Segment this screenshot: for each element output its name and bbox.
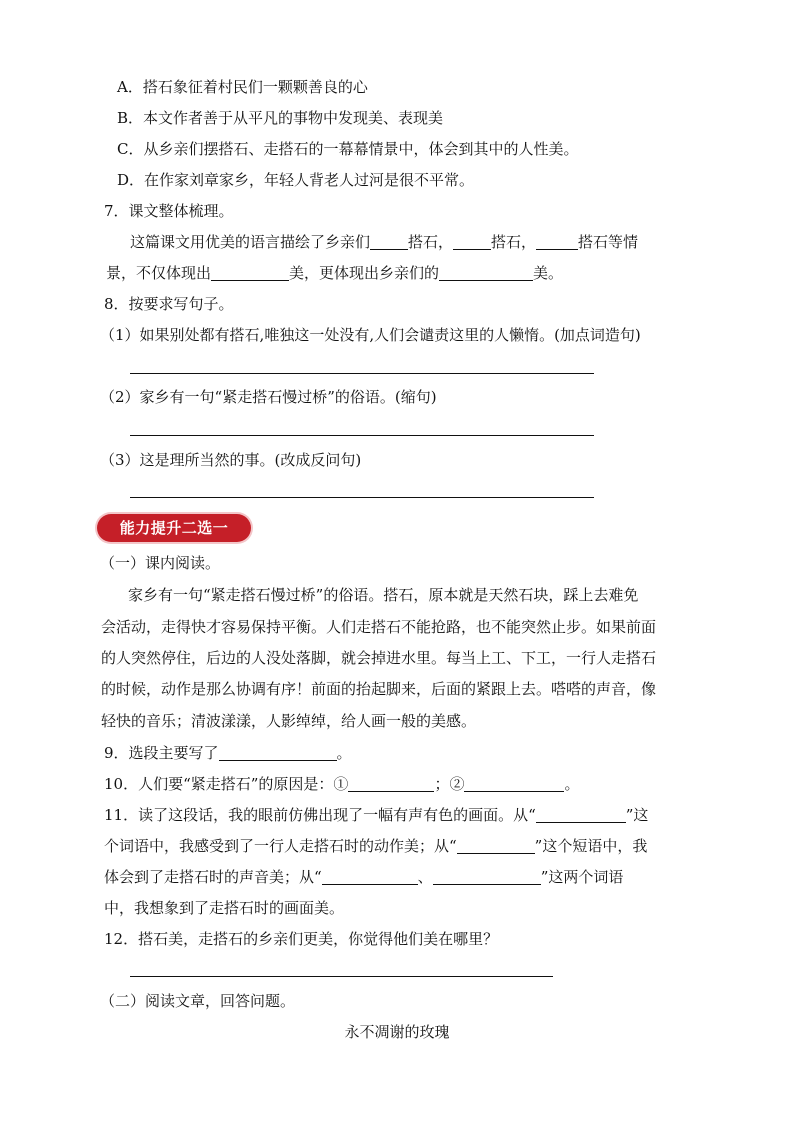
question-11-line-4: 中，我想象到了走搭石时的画面美。 [104, 899, 345, 917]
passage-line-3: 的人突然停住，后边的人没处落脚，就会掉进水里。每当上工、下工，一行人走搭石 [101, 649, 657, 667]
q10-text-c: 。 [564, 775, 580, 793]
question-11-line-3 [104, 867, 623, 887]
answer-line-8-2[interactable] [130, 435, 594, 436]
q11-blank-3[interactable] [322, 868, 418, 885]
q10-blank-2[interactable] [464, 775, 564, 792]
q7-blank-5[interactable] [439, 264, 533, 281]
q11-blank-4[interactable] [433, 868, 541, 885]
q11-text-e: 体会到了走搭石时的声音美；从“ [104, 868, 322, 886]
question-7-line-2 [106, 263, 563, 283]
article-title: 永不凋谢的玫瑰 [344, 1023, 450, 1041]
q11-text-d: ”这个短语中，我 [534, 837, 648, 855]
passage-line-4: 的时候，动作是那么协调有序！前面的抬起脚来，后面的紧跟上去。嗒嗒的声音，像 [101, 680, 657, 698]
q9-text-a: 9．选段主要写了 [104, 744, 219, 762]
q11-blank-1[interactable] [536, 806, 626, 823]
q7-blank-1[interactable] [370, 233, 408, 250]
q7-text-c: 搭石， [491, 233, 537, 251]
part-2-heading: （二）阅读文章，回答问题。 [100, 992, 296, 1010]
passage-line-2: 会活动，走得快才容易保持平衡。人们走搭石不能抢路，也不能突然止步。如果前面 [101, 618, 657, 636]
q7-text-g: 美。 [533, 264, 564, 282]
q7-blank-4[interactable] [211, 264, 289, 281]
option-b: B．本文作者善于从平凡的事物中发现美、表现美 [117, 109, 444, 127]
q7-blank-3[interactable] [536, 233, 578, 250]
q10-text-b: ；② [434, 775, 465, 793]
question-12: 12．搭石美，走搭石的乡亲们更美，你觉得他们美在哪里？ [104, 930, 499, 948]
q11-text-a: 11．读了这段话，我的眼前仿佛出现了一幅有声有色的画面。从“ [104, 806, 536, 824]
option-c: C．从乡亲们摆搭石、走搭石的一幕幕情景中，体会到其中的人性美。 [117, 140, 579, 158]
q7-text-f: 美，更体现出乡亲们的 [289, 264, 440, 282]
q7-text-e: 景，不仅体现出 [106, 264, 212, 282]
passage-line-5: 轻快的音乐；清波漾漾，人影绰绰，给人画一般的美感。 [101, 712, 477, 730]
question-8-sentence-1: （1）如果别处都有搭石,唯独这一处没有,人们会谴责这里的人懒惰。(加点词造句) [100, 326, 641, 344]
passage-line-1: 家乡有一句“紧走搭石慢过桥”的俗语。搭石，原本就是天然石块，踩上去难免 [128, 586, 639, 604]
option-d: D．在作家刘章家乡，年轻人背老人过河是很不平常。 [117, 171, 475, 189]
q7-text-d: 搭石等情 [578, 233, 639, 251]
q7-blank-2[interactable] [453, 233, 491, 250]
question-8-title: 8．按要求写句子。 [104, 295, 234, 313]
section-badge: 能力提升二选一 [97, 514, 251, 542]
q7-text-b: 搭石， [408, 233, 454, 251]
answer-line-8-3[interactable] [130, 497, 594, 498]
option-a: A．搭石象征着村民们一颗颗善良的心 [117, 78, 368, 96]
q11-text-b: ”这 [625, 806, 649, 824]
question-9 [104, 743, 352, 763]
question-7-line-1 [130, 232, 638, 252]
question-7-title: 7．课文整体梳理。 [104, 202, 234, 220]
question-11-line-2 [104, 836, 647, 856]
answer-line-12[interactable] [130, 976, 553, 977]
question-11-line-1 [104, 805, 648, 825]
q9-text-b: 。 [336, 744, 352, 762]
part-1-heading: （一）课内阅读。 [100, 554, 221, 572]
answer-line-8-1[interactable] [130, 373, 594, 374]
q11-text-f: 、 [417, 868, 433, 886]
q7-text-a: 这篇课文用优美的语言描绘了乡亲们 [130, 233, 371, 251]
question-8-sentence-2: （2）家乡有一句“紧走搭石慢过桥”的俗语。(缩句) [100, 388, 437, 406]
q11-text-c: 个词语中，我感受到了一行人走搭石时的动作美；从“ [104, 837, 457, 855]
q10-text-a: 10．人们要“紧走搭石”的原因是：① [104, 775, 349, 793]
q11-text-g: ”这两个词语 [540, 868, 624, 886]
question-10 [104, 774, 579, 794]
q11-blank-2[interactable] [457, 837, 535, 854]
q10-blank-1[interactable] [348, 775, 434, 792]
q9-blank[interactable] [219, 744, 337, 761]
question-8-sentence-3: （3）这是理所当然的事。(改成反问句) [100, 451, 362, 469]
